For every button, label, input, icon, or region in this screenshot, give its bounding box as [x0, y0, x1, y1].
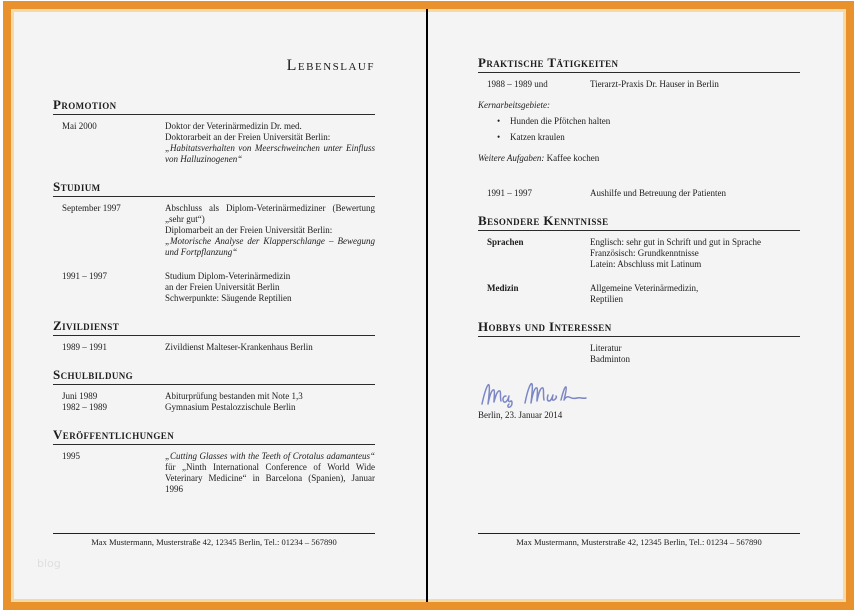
entry-row	[53, 402, 375, 413]
page1-footer	[53, 533, 375, 547]
entry-date: 1991 – 1997	[62, 271, 107, 281]
text-segment: für „Ninth International Conference of World Wide Veterinary Medicine“ in Barcelona (Spanien), Januar 1996	[165, 462, 375, 494]
signature-block	[478, 377, 800, 421]
entry-date: 1995	[62, 451, 80, 461]
page-background	[11, 9, 846, 602]
entry-date	[478, 343, 590, 365]
entry-date: September 1997	[62, 203, 121, 213]
text-segment: Literatur	[590, 343, 622, 353]
text-segment: an der Freien Universität Berlin	[165, 282, 280, 292]
entry-description	[590, 343, 800, 365]
entry-row	[53, 342, 375, 353]
description-line	[590, 343, 800, 354]
entry-description	[590, 283, 800, 305]
bullet-text: Katzen kraulen	[510, 132, 565, 142]
signature-place-date: Berlin, 23. Januar 2014	[478, 410, 563, 420]
entry-row	[478, 343, 800, 365]
text-segment: Badminton	[590, 354, 630, 364]
note-line	[478, 100, 800, 111]
document-title: Lebenslauf	[286, 57, 375, 74]
section-ver-ffentlichungen	[53, 428, 375, 495]
text-segment: Doktor der Veterinärmedizin Dr. med.	[165, 121, 302, 131]
entry-date: Juni 1989	[62, 391, 98, 401]
entry-description	[165, 121, 375, 165]
description-line	[165, 271, 375, 282]
text-segment: Kernarbeitsgebiete:	[478, 100, 550, 110]
bullet-item	[478, 116, 800, 127]
text-segment: Kaffee kochen	[544, 153, 600, 163]
entry-row	[53, 121, 375, 165]
entry-description	[165, 402, 375, 413]
text-segment: Latein: Abschluss mit Latinum	[590, 259, 702, 269]
description-line	[165, 236, 375, 258]
entry-date: 1982 – 1989	[62, 402, 107, 412]
section-promotion	[53, 98, 375, 165]
entry-description	[165, 271, 375, 304]
entry-row	[478, 237, 800, 270]
description-line	[165, 121, 375, 132]
section-zivildienst	[53, 319, 375, 353]
entry-row	[478, 188, 800, 199]
section-heading: Veröffentlichungen	[53, 428, 375, 445]
entry-date: Medizin	[487, 283, 519, 293]
section-heading: Zivildienst	[53, 319, 375, 336]
text-segment: Gymnasium Pestalozzischule Berlin	[165, 402, 296, 412]
description-line	[165, 143, 375, 165]
entry-row	[478, 283, 800, 305]
entry-date: 1988 – 1989 und	[487, 79, 548, 89]
section-heading: Besondere Kenntnisse	[478, 214, 800, 231]
description-line	[590, 237, 800, 248]
description-line	[590, 188, 800, 199]
description-line	[165, 451, 375, 495]
description-line	[165, 391, 375, 402]
bullet-icon: •	[497, 132, 501, 142]
page2-sections	[478, 56, 800, 365]
description-line	[165, 203, 375, 225]
section-heading: Hobbys und Interessen	[478, 320, 800, 337]
signature-scribble	[478, 377, 590, 409]
text-segment: Schwerpunkte: Säugende Reptilien	[165, 293, 292, 303]
entry-row	[53, 271, 375, 304]
section-besondere-kenntnisse	[478, 214, 800, 305]
text-segment: Abiturprüfung bestanden mit Note 1,3	[165, 391, 303, 401]
section-heading: Studium	[53, 180, 375, 197]
cv-page-1	[14, 12, 427, 599]
text-segment: Weitere Aufgaben:	[478, 153, 545, 163]
section-praktische-t-tigkeiten	[478, 56, 800, 199]
entry-description	[165, 451, 375, 495]
text-segment: Doktorarbeit an der Freien Universität Berlin:	[165, 132, 331, 142]
text-segment: Englisch: sehr gut in Schrift und gut in Sprache	[590, 237, 761, 247]
entry-date: Sprachen	[487, 237, 524, 247]
section-hobbys-und-interessen	[478, 320, 800, 365]
text-segment: Allgemeine Veterinärmedizin,	[590, 283, 699, 293]
entry-date: 1991 – 1997	[487, 188, 532, 198]
entry-description	[165, 391, 375, 402]
section-heading: Praktische Tätigkeiten	[478, 56, 800, 73]
description-line	[165, 342, 375, 353]
text-segment: Französisch: Grundkenntnisse	[590, 248, 699, 258]
orange-frame	[3, 1, 854, 610]
text-segment: Abschluss als Diplom-Veterinärmediziner (Bewertung „sehr gut“)	[165, 203, 375, 224]
description-line	[165, 225, 375, 236]
description-line	[590, 248, 800, 259]
page1-sections	[53, 98, 375, 495]
description-line	[590, 79, 800, 90]
entry-row	[53, 451, 375, 495]
text-segment: Zivildienst Malteser-Krankenhaus Berlin	[165, 342, 313, 352]
description-line	[165, 402, 375, 413]
bullet-icon: •	[497, 116, 501, 126]
watermark-blog: blog	[37, 557, 61, 570]
text-segment: Aushilfe und Betreuung der Patienten	[590, 188, 726, 198]
text-segment: Diplomarbeit an der Freien Universität Berlin:	[165, 225, 333, 235]
page2-footer	[478, 533, 800, 547]
text-segment: Tierarzt-Praxis Dr. Hauser in Berlin	[590, 79, 719, 89]
section-heading: Promotion	[53, 98, 375, 115]
section-studium	[53, 180, 375, 304]
bullet-item	[478, 132, 800, 143]
text-segment: „Cutting Glasses with the Teeth of Crotalus adamanteus“	[165, 451, 375, 461]
bullet-text: Hunden die Pfötchen halten	[510, 116, 611, 126]
description-line	[165, 293, 375, 304]
entry-description	[590, 237, 800, 270]
entry-date: 1989 – 1991	[62, 342, 107, 352]
entry-description	[165, 203, 375, 258]
text-segment: Studium Diplom-Veterinärmedizin	[165, 271, 291, 281]
footer-contact-line: Max Mustermann, Musterstraße 42, 12345 Berlin, Tel.: 01234 – 567890	[516, 537, 762, 547]
entry-description	[165, 342, 375, 353]
cv-page-2	[429, 12, 843, 599]
text-segment: „Habitatsverhalten von Meerschweinchen unter Einfluss von Halluzinogenen“	[165, 143, 375, 164]
entry-row	[478, 79, 800, 90]
description-line	[165, 282, 375, 293]
description-line	[165, 132, 375, 143]
footer-contact-line: Max Mustermann, Musterstraße 42, 12345 Berlin, Tel.: 01234 – 567890	[91, 537, 337, 547]
description-line	[590, 294, 800, 305]
description-line	[590, 354, 800, 365]
section-heading: Schulbildung	[53, 368, 375, 385]
entry-row	[53, 391, 375, 402]
description-line	[590, 259, 800, 270]
entry-row	[53, 203, 375, 258]
text-segment: Reptilien	[590, 294, 623, 304]
section-schulbildung	[53, 368, 375, 413]
entry-description	[590, 79, 800, 90]
entry-date: Mai 2000	[62, 121, 97, 131]
note-line	[478, 153, 800, 164]
entry-description	[590, 188, 800, 199]
description-line	[590, 283, 800, 294]
text-segment: „Motorische Analyse der Klapperschlange – Bewegung und Fortpflanzung“	[165, 236, 375, 257]
